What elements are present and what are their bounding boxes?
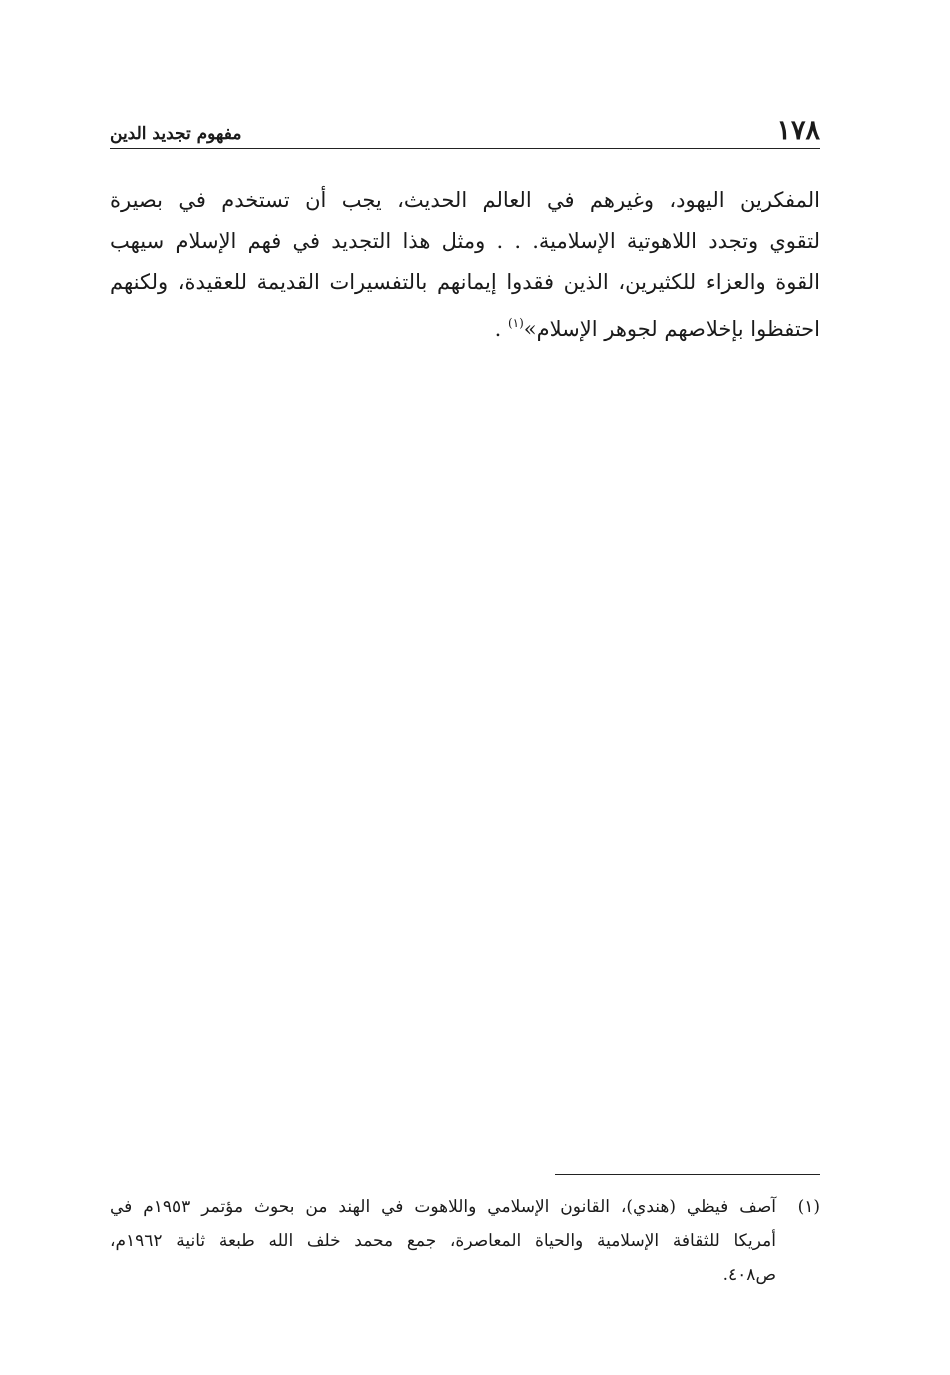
body-line-text: احتفظوا بإخلاصهم لجوهر الإسلام»: [523, 317, 820, 341]
running-title: مفهوم تجديد الدين: [110, 124, 242, 144]
body-line-last: [110, 303, 820, 344]
footnote-text: [110, 1190, 776, 1292]
running-header: [110, 112, 820, 146]
header-divider: [110, 148, 820, 149]
body-line: المفكرين اليهود، وغيرهم في العالم الحديث، يجب أن تستخدم في بصيرة: [110, 188, 820, 212]
footnote-section: [110, 1190, 820, 1292]
footnote-line: أمريكا للثقافة الإسلامية والحياة المعاصرة، جمع محمد خلف الله طبعة ثانية ١٩٦٢م،: [110, 1231, 776, 1251]
body-line-end: .: [494, 317, 508, 341]
body-paragraph: [110, 180, 820, 344]
footnote-reference[interactable]: (١): [507, 316, 524, 330]
page-number: ١٧٨: [776, 115, 820, 146]
body-line: لتقوي وتجدد اللاهوتية الإسلامية. . . ومثل هذا التجديد في فهم الإسلام سيهب: [110, 229, 820, 253]
footnote-line: آصف فيظي (هندي)، القانون الإسلامي واللاهوت في الهند من بحوث مؤتمر ١٩٥٣م في: [110, 1197, 776, 1217]
footnote-line: ص٤٠٨.: [722, 1265, 776, 1285]
footnote-divider: [555, 1174, 820, 1175]
footnote-marker: (١): [797, 1197, 820, 1217]
body-line: القوة والعزاء للكثيرين، الذين فقدوا إيمانهم بالتفسيرات القديمة للعقيدة، ولكنهم: [110, 270, 820, 294]
